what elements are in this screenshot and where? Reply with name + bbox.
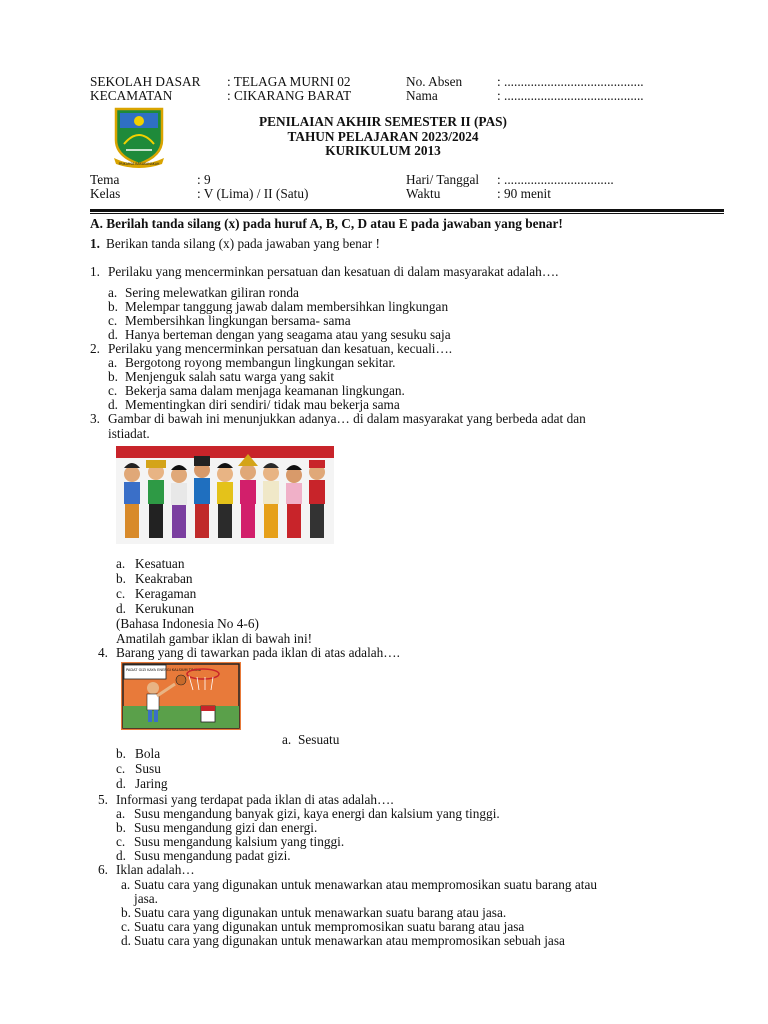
q2-option-d: Mementingkan diri sendiri/ tidak mau bekerja sama bbox=[125, 397, 400, 412]
person-figure-9 bbox=[309, 460, 325, 538]
q1-option-a: Sering melewatkan giliran ronda bbox=[125, 285, 299, 300]
header-divider bbox=[90, 209, 724, 212]
school-logo-icon bbox=[112, 106, 166, 168]
q3-number: 3. bbox=[90, 411, 100, 426]
q5-option-d-letter: d. bbox=[116, 848, 126, 863]
q4-option-c: Susu bbox=[135, 761, 161, 776]
absen-value: : .......................................... bbox=[497, 74, 644, 89]
waktu-value: : 90 menit bbox=[497, 186, 551, 201]
person-figure-7 bbox=[263, 463, 279, 538]
exam-year: TAHUN PELAJARAN 2023/2024 bbox=[287, 129, 479, 144]
q5-option-a: Susu mengandung banyak gizi, kaya energi dan kalsium yang tinggi. bbox=[134, 806, 500, 821]
waktu-label: Waktu bbox=[406, 186, 441, 201]
q6-option-b: Suatu cara yang digunakan untuk menawarkan suatu barang atau jasa. bbox=[134, 905, 507, 920]
q4-option-b: Bola bbox=[135, 746, 161, 761]
q5-option-b-letter: b. bbox=[116, 820, 126, 835]
school-label: SEKOLAH DASAR bbox=[90, 74, 201, 89]
q3-option-d: Kerukunan bbox=[135, 601, 195, 616]
section-a-heading: A. Berilah tanda silang (x) pada huruf A, B, C, D atau E pada jawaban yang benar! bbox=[90, 216, 563, 231]
q2-option-c-letter: c. bbox=[108, 383, 118, 398]
q5-number: 5. bbox=[98, 792, 108, 807]
exam-curriculum: KURIKULUM 2013 bbox=[325, 143, 441, 158]
q1-option-d: Hanya berteman dengan yang seagama atau yang sesuku saja bbox=[125, 327, 451, 342]
q4-option-a: Sesuatu bbox=[298, 732, 340, 747]
q6-text: Iklan adalah… bbox=[116, 862, 195, 877]
q2-text: Perilaku yang mencerminkan persatuan dan kesatuan, kecuali…. bbox=[108, 341, 453, 356]
section-a-sub-text: Berikan tanda silang (x) pada jawaban yang benar ! bbox=[106, 236, 380, 251]
q6-option-c: Suatu cara yang digunakan untuk mempromosikan suatu barang atau jasa bbox=[134, 919, 525, 934]
q3-text-line2: istiadat. bbox=[108, 426, 150, 441]
q4-option-c-letter: c. bbox=[116, 761, 126, 776]
q6-option-a-letter: a. bbox=[121, 877, 131, 892]
person-figure-4 bbox=[194, 456, 210, 538]
school-value: : TELAGA MURNI 02 bbox=[227, 74, 351, 89]
q4-option-d-letter: d. bbox=[116, 776, 126, 791]
q3-option-a-letter: a. bbox=[116, 556, 126, 571]
q6-option-c-letter: c. bbox=[121, 919, 131, 934]
hari-value: : ................................. bbox=[497, 172, 614, 187]
district-label: KECAMATAN bbox=[90, 88, 173, 103]
q2-option-b: Menjenguk salah satu warga yang sakit bbox=[125, 369, 335, 384]
q1-option-b-letter: b. bbox=[108, 299, 118, 314]
section-note-title: (Bahasa Indonesia No 4-6) bbox=[116, 616, 259, 631]
section-note-instruction: Amatilah gambar iklan di bawah ini! bbox=[116, 631, 313, 646]
q4-number: 4. bbox=[98, 645, 108, 660]
q3-option-a: Kesatuan bbox=[135, 556, 185, 571]
q5-text: Informasi yang terdapat pada iklan di atas adalah…. bbox=[116, 792, 394, 807]
person-figure-1 bbox=[124, 463, 140, 538]
tema-value: : 9 bbox=[197, 172, 211, 187]
section-a-sub-number: 1. bbox=[90, 236, 100, 251]
q6-option-b-letter: b. bbox=[121, 905, 131, 920]
q5-option-d: Susu mengandung padat gizi. bbox=[134, 848, 291, 863]
q1-number: 1. bbox=[90, 264, 100, 279]
q6-number: 6. bbox=[98, 862, 108, 877]
q4-option-b-letter: b. bbox=[116, 746, 126, 761]
q1-option-d-letter: d. bbox=[108, 327, 118, 342]
q5-option-c: Susu mengandung kalsium yang tinggi. bbox=[134, 834, 345, 849]
traditional-costumes-image bbox=[116, 446, 334, 544]
q5-option-b: Susu mengandung gizi dan energi. bbox=[134, 820, 318, 835]
q3-option-c-letter: c. bbox=[116, 586, 126, 601]
q2-number: 2. bbox=[90, 341, 100, 356]
ad-slogan-text: PADAT GIZI KAYA ENERGI KALSIUM TINGGI bbox=[126, 668, 202, 672]
q6-option-d: Suatu cara yang digunakan untuk menawarkan atau mempromosikan sebuah jasa bbox=[134, 933, 565, 948]
q2-option-a: Bergotong royong membangun lingkungan sekitar. bbox=[125, 355, 396, 370]
tema-label: Tema bbox=[90, 172, 120, 187]
q1-option-c: Membersihkan lingkungan bersama- sama bbox=[125, 313, 351, 328]
q4-option-a-letter: a. bbox=[282, 732, 292, 747]
name-value: : .......................................... bbox=[497, 88, 644, 103]
logo-motto-text: PRIKARSA BASAKANAKAH bbox=[118, 162, 160, 166]
header-divider-thin bbox=[90, 213, 724, 214]
hari-label: Hari/ Tanggal bbox=[406, 172, 480, 187]
q1-option-c-letter: c. bbox=[108, 313, 118, 328]
person-figure-3 bbox=[171, 465, 187, 538]
person-figure-5 bbox=[217, 463, 233, 538]
name-label: Nama bbox=[406, 88, 438, 103]
milk-ad-image bbox=[121, 662, 241, 730]
q6-option-d-letter: d. bbox=[121, 933, 131, 948]
absen-label: No. Absen bbox=[406, 74, 463, 89]
kelas-label: Kelas bbox=[90, 186, 121, 201]
q4-option-d: Jaring bbox=[135, 776, 168, 791]
q4-text: Barang yang di tawarkan pada iklan di atas adalah…. bbox=[116, 645, 400, 660]
q1-option-b: Melempar tanggung jawab dalam membersihkan lingkungan bbox=[125, 299, 449, 314]
person-figure-8 bbox=[286, 465, 302, 538]
kelas-value: : V (Lima) / II (Satu) bbox=[197, 186, 309, 201]
q6-option-a-line1: Suatu cara yang digunakan untuk menawarkan atau mempromosikan suatu barang atau bbox=[134, 877, 598, 892]
q1-option-a-letter: a. bbox=[108, 285, 118, 300]
q5-option-a-letter: a. bbox=[116, 806, 126, 821]
q2-option-c: Bekerja sama dalam menjaga keamanan lingkungan. bbox=[125, 383, 405, 398]
q2-option-a-letter: a. bbox=[108, 355, 118, 370]
q2-option-b-letter: b. bbox=[108, 369, 118, 384]
exam-title: PENILAIAN AKHIR SEMESTER II (PAS) bbox=[258, 114, 507, 129]
q2-option-d-letter: d. bbox=[108, 397, 118, 412]
q3-option-b-letter: b. bbox=[116, 571, 126, 586]
q6-option-a-line2: jasa. bbox=[134, 891, 158, 906]
q3-option-c: Keragaman bbox=[135, 586, 197, 601]
q3-option-d-letter: d. bbox=[116, 601, 126, 616]
person-figure-2 bbox=[146, 460, 166, 538]
q3-text-line1: Gambar di bawah ini menunjukkan adanya… di dalam masyarakat yang berbeda adat dan bbox=[108, 411, 586, 426]
q5-option-c-letter: c. bbox=[116, 834, 126, 849]
q3-option-b: Keakraban bbox=[135, 571, 193, 586]
district-value: : CIKARANG BARAT bbox=[227, 88, 352, 103]
q1-text: Perilaku yang mencerminkan persatuan dan kesatuan di dalam masyarakat adalah…. bbox=[108, 264, 559, 279]
